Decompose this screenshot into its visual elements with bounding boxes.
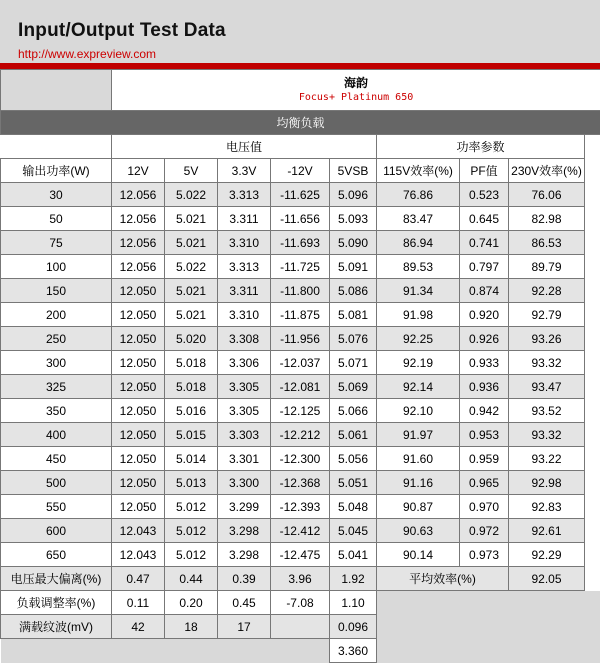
table-cell: -11.725	[271, 255, 330, 279]
table-cell: 450	[1, 447, 112, 471]
table-cell: 92.25	[377, 327, 460, 351]
table-cell: 5.056	[330, 447, 377, 471]
table-cell: 3.298	[218, 519, 271, 543]
column-header-3: 3.3V	[218, 159, 271, 183]
brand-model: Focus+ Platinum 650	[298, 91, 414, 103]
row-pad	[585, 399, 600, 423]
table-cell: 0.936	[460, 375, 509, 399]
table-cell: -12.368	[271, 471, 330, 495]
table-cell: 12.056	[112, 207, 165, 231]
table-cell: 250	[1, 327, 112, 351]
table-cell: 5.066	[330, 399, 377, 423]
ripple-value: 18	[165, 615, 218, 639]
table-cell: 12.043	[112, 543, 165, 567]
table-cell: 5.012	[165, 495, 218, 519]
table-cell: -12.125	[271, 399, 330, 423]
row-pad	[585, 519, 600, 543]
table-cell: 3.308	[218, 327, 271, 351]
table-cell: 12.056	[112, 183, 165, 207]
table-row	[1, 543, 600, 567]
table-cell: 90.87	[377, 495, 460, 519]
load-regulation-row	[1, 591, 600, 615]
table-cell: 5.021	[165, 231, 218, 255]
section-bar	[1, 111, 600, 135]
table-cell: 3.311	[218, 207, 271, 231]
table-cell: 92.19	[377, 351, 460, 375]
table-cell: 5.012	[165, 543, 218, 567]
extra-value: 3.360	[330, 639, 377, 663]
max-deviation-value: 3.96	[271, 567, 330, 591]
table-cell: 12.056	[112, 255, 165, 279]
table-cell: 12.043	[112, 519, 165, 543]
group-header-row	[1, 135, 600, 159]
load-regulation-value: -7.08	[271, 591, 330, 615]
table-cell: 86.53	[509, 231, 585, 255]
table-cell: -12.212	[271, 423, 330, 447]
row-pad	[585, 207, 600, 231]
table-row	[1, 471, 600, 495]
table-cell: 0.920	[460, 303, 509, 327]
power-group-header: 功率参数	[377, 135, 585, 159]
table-cell: 89.53	[377, 255, 460, 279]
table-cell: 5.076	[330, 327, 377, 351]
table-cell: 3.301	[218, 447, 271, 471]
table-cell: 650	[1, 543, 112, 567]
table-cell: 91.16	[377, 471, 460, 495]
table-cell: 92.29	[509, 543, 585, 567]
row-pad	[585, 303, 600, 327]
max-deviation-value: 0.39	[218, 567, 271, 591]
table-cell: 0.523	[460, 183, 509, 207]
max-deviation-row	[1, 567, 600, 591]
table-cell: 0.933	[460, 351, 509, 375]
row-pad	[585, 255, 600, 279]
max-deviation-value: 1.92	[330, 567, 377, 591]
table-cell: 5.051	[330, 471, 377, 495]
max-deviation-value: 0.47	[112, 567, 165, 591]
max-deviation-value: 0.44	[165, 567, 218, 591]
table-cell: 5.091	[330, 255, 377, 279]
column-header-8: 230V效率(%)	[509, 159, 585, 183]
table-cell: 0.965	[460, 471, 509, 495]
table-cell: 12.050	[112, 471, 165, 495]
avg-efficiency-label: 平均效率(%)	[377, 567, 509, 591]
load-regulation-value: 1.10	[330, 591, 377, 615]
ripple-value	[271, 615, 330, 639]
table-cell: 3.305	[218, 399, 271, 423]
table-cell: 12.050	[112, 303, 165, 327]
row-pad	[585, 183, 600, 207]
ripple-row	[1, 615, 600, 639]
table-cell: 92.98	[509, 471, 585, 495]
row-pad	[585, 423, 600, 447]
table-cell: 0.970	[460, 495, 509, 519]
table-cell: 12.050	[112, 327, 165, 351]
row-pad	[585, 327, 600, 351]
table-cell: 92.79	[509, 303, 585, 327]
table-cell: 5.018	[165, 375, 218, 399]
table-cell: -12.412	[271, 519, 330, 543]
table-cell: 92.10	[377, 399, 460, 423]
table-cell: 3.300	[218, 471, 271, 495]
table-cell: 550	[1, 495, 112, 519]
table-cell: 93.26	[509, 327, 585, 351]
row-pad	[585, 375, 600, 399]
table-cell: 325	[1, 375, 112, 399]
column-header-2: 5V	[165, 159, 218, 183]
test-data-table	[0, 69, 600, 663]
table-cell: 3.306	[218, 351, 271, 375]
column-header-4: -12V	[271, 159, 330, 183]
column-header-pad	[585, 159, 600, 183]
table-row	[1, 231, 600, 255]
table-cell: 92.14	[377, 375, 460, 399]
table-cell: 5.015	[165, 423, 218, 447]
table-cell: 3.303	[218, 423, 271, 447]
column-header-7: PF值	[460, 159, 509, 183]
table-row	[1, 303, 600, 327]
table-cell: 0.926	[460, 327, 509, 351]
table-cell: 5.081	[330, 303, 377, 327]
ripple-value: 0.096	[330, 615, 377, 639]
table-cell: 5.012	[165, 519, 218, 543]
column-header-6: 115V效率(%)	[377, 159, 460, 183]
table-cell: -12.475	[271, 543, 330, 567]
brand-row	[1, 70, 600, 111]
group-header-pad	[585, 135, 600, 159]
column-header-0: 输出功率(W)	[1, 159, 112, 183]
voltage-group-header: 电压值	[112, 135, 377, 159]
load-regulation-value: 0.45	[218, 591, 271, 615]
table-cell: -11.625	[271, 183, 330, 207]
table-row	[1, 279, 600, 303]
load-regulation-value: 0.20	[165, 591, 218, 615]
table-cell: 350	[1, 399, 112, 423]
extra-blank	[1, 639, 330, 663]
table-cell: 93.52	[509, 399, 585, 423]
table-row	[1, 351, 600, 375]
table-cell: 400	[1, 423, 112, 447]
table-cell: 91.98	[377, 303, 460, 327]
table-row	[1, 255, 600, 279]
table-cell: 12.050	[112, 375, 165, 399]
load-regulation-label: 负载调整率(%)	[1, 591, 112, 615]
table-cell: 0.953	[460, 423, 509, 447]
table-cell: 93.47	[509, 375, 585, 399]
table-cell: 12.050	[112, 399, 165, 423]
table-cell: 92.28	[509, 279, 585, 303]
table-cell: 12.050	[112, 495, 165, 519]
load-regulation-value: 0.11	[112, 591, 165, 615]
table-cell: 0.959	[460, 447, 509, 471]
table-cell: 0.973	[460, 543, 509, 567]
table-cell: -11.956	[271, 327, 330, 351]
table-cell: 76.86	[377, 183, 460, 207]
brand-name: 海韵	[344, 75, 369, 90]
table-cell: 3.298	[218, 543, 271, 567]
row-pad	[585, 471, 600, 495]
table-cell: 12.050	[112, 447, 165, 471]
table-row	[1, 399, 600, 423]
column-header-row	[1, 159, 600, 183]
table-cell: -12.300	[271, 447, 330, 471]
table-row	[1, 495, 600, 519]
ripple-blank	[377, 615, 585, 639]
table-cell: 12.056	[112, 231, 165, 255]
table-cell: 5.090	[330, 231, 377, 255]
table-cell: 12.050	[112, 351, 165, 375]
table-cell: 93.22	[509, 447, 585, 471]
group-header-blank	[1, 135, 112, 159]
table-cell: 200	[1, 303, 112, 327]
column-header-1: 12V	[112, 159, 165, 183]
ripple-value: 42	[112, 615, 165, 639]
table-row	[1, 183, 600, 207]
table-cell: 150	[1, 279, 112, 303]
table-cell: 5.021	[165, 279, 218, 303]
table-cell: 75	[1, 231, 112, 255]
table-cell: 5.021	[165, 207, 218, 231]
source-url[interactable]: http://www.expreview.com	[18, 47, 157, 61]
table-cell: 5.086	[330, 279, 377, 303]
page-header	[0, 0, 600, 67]
row-pad	[585, 543, 600, 567]
load-regulation-blank	[377, 591, 585, 615]
table-cell: 76.06	[509, 183, 585, 207]
table-cell: 5.021	[165, 303, 218, 327]
table-cell: 100	[1, 255, 112, 279]
table-cell: 5.045	[330, 519, 377, 543]
table-cell: 12.050	[112, 423, 165, 447]
brand-corner	[1, 70, 112, 111]
row-pad	[585, 351, 600, 375]
table-cell: 600	[1, 519, 112, 543]
table-cell: 82.98	[509, 207, 585, 231]
table-cell: -11.875	[271, 303, 330, 327]
table-cell: 90.14	[377, 543, 460, 567]
brand-cell	[112, 70, 600, 111]
table-cell: 3.310	[218, 231, 271, 255]
table-cell: -11.800	[271, 279, 330, 303]
column-header-5: 5VSB	[330, 159, 377, 183]
table-row	[1, 327, 600, 351]
table-cell: 30	[1, 183, 112, 207]
table-cell: 5.069	[330, 375, 377, 399]
ripple-value: 17	[218, 615, 271, 639]
table-cell: 12.050	[112, 279, 165, 303]
table-cell: 0.942	[460, 399, 509, 423]
row-pad	[585, 231, 600, 255]
section-title: 均衡负载	[1, 111, 600, 135]
max-deviation-label: 电压最大偏离(%)	[1, 567, 112, 591]
table-cell: 3.310	[218, 303, 271, 327]
table-row	[1, 519, 600, 543]
table-cell: 92.83	[509, 495, 585, 519]
table-cell: 5.022	[165, 255, 218, 279]
table-cell: 90.63	[377, 519, 460, 543]
table-cell: 5.041	[330, 543, 377, 567]
table-cell: 3.305	[218, 375, 271, 399]
table-cell: 86.94	[377, 231, 460, 255]
extra-blank-right	[377, 639, 600, 663]
extra-row	[1, 639, 600, 663]
table-row	[1, 423, 600, 447]
table-cell: 5.020	[165, 327, 218, 351]
table-cell: 5.093	[330, 207, 377, 231]
table-cell: 91.60	[377, 447, 460, 471]
row-pad	[585, 615, 600, 639]
table-cell: 3.313	[218, 183, 271, 207]
table-cell: 50	[1, 207, 112, 231]
table-cell: 0.741	[460, 231, 509, 255]
table-cell: -12.037	[271, 351, 330, 375]
table-cell: 91.34	[377, 279, 460, 303]
avg-efficiency-value: 92.05	[509, 567, 585, 591]
table-cell: 89.79	[509, 255, 585, 279]
table-cell: 93.32	[509, 423, 585, 447]
row-pad	[585, 591, 600, 615]
table-cell: 3.313	[218, 255, 271, 279]
row-pad	[585, 447, 600, 471]
table-cell: -12.393	[271, 495, 330, 519]
table-row	[1, 375, 600, 399]
page-title: Input/Output Test Data	[18, 20, 226, 41]
table-cell: 0.874	[460, 279, 509, 303]
table-cell: 5.048	[330, 495, 377, 519]
table-row	[1, 447, 600, 471]
table-cell: 91.97	[377, 423, 460, 447]
table-cell: 83.47	[377, 207, 460, 231]
table-cell: 92.61	[509, 519, 585, 543]
table-cell: 500	[1, 471, 112, 495]
row-pad	[585, 495, 600, 519]
table-cell: 0.645	[460, 207, 509, 231]
table-row	[1, 207, 600, 231]
ripple-label: 满载纹波(mV)	[1, 615, 112, 639]
row-pad	[585, 567, 600, 591]
table-cell: -11.656	[271, 207, 330, 231]
row-pad	[585, 279, 600, 303]
table-cell: 5.014	[165, 447, 218, 471]
table-cell: 93.32	[509, 351, 585, 375]
table-cell: 0.972	[460, 519, 509, 543]
table-cell: 300	[1, 351, 112, 375]
table-cell: 5.022	[165, 183, 218, 207]
table-cell: 5.096	[330, 183, 377, 207]
table-cell: 5.018	[165, 351, 218, 375]
table-cell: -12.081	[271, 375, 330, 399]
table-cell: 3.299	[218, 495, 271, 519]
table-cell: 5.013	[165, 471, 218, 495]
table-cell: 5.061	[330, 423, 377, 447]
table-cell: 0.797	[460, 255, 509, 279]
table-cell: 5.071	[330, 351, 377, 375]
table-cell: 5.016	[165, 399, 218, 423]
table-cell: -11.693	[271, 231, 330, 255]
table-cell: 3.311	[218, 279, 271, 303]
